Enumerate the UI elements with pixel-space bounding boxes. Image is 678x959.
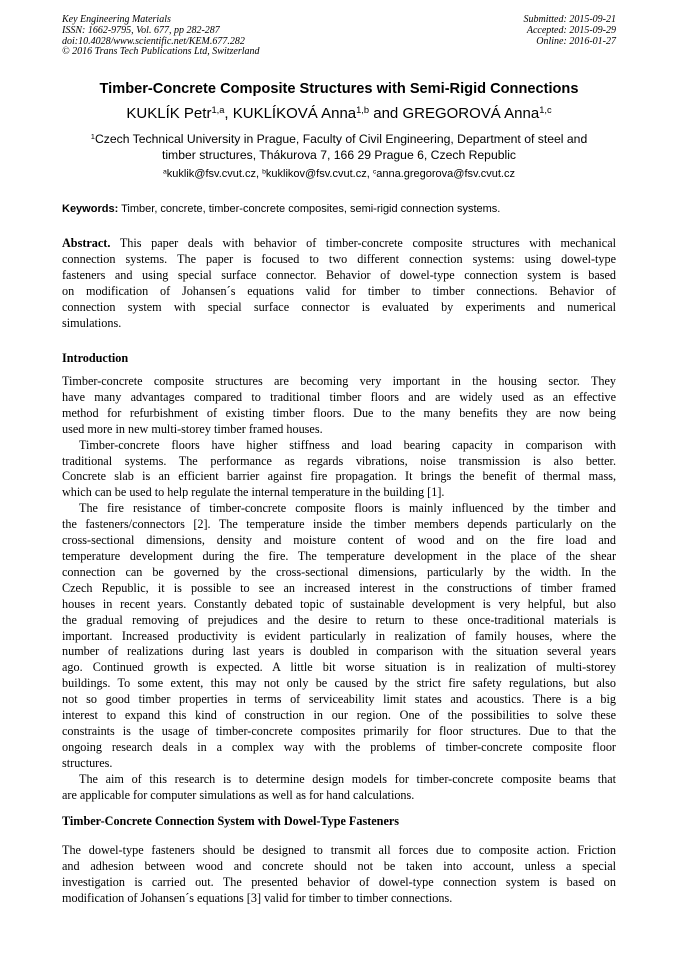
abstract-line: on modification of Johansen´s equations valid for timber to timber connections. Behavior of <box>62 283 616 298</box>
author-affiliation-mark: 1,c <box>539 104 552 115</box>
author-name: KUKLÍK Petr <box>126 105 212 122</box>
affiliation-line: $^1$Czech Technical University in Prague, Faculty of Civil Engineering, Department of steel and <box>90 131 588 146</box>
author-separator: and <box>369 105 403 122</box>
section-heading-dowel-type: Timber-Concrete Connection System with Dowel-Type Fasteners <box>62 814 400 828</box>
text-line: Timber-concrete composite structures are becoming very important in the housing sector. They <box>62 374 616 388</box>
text-line: and adhesion between wood and concrete should not be taken into account, unless a special <box>62 858 616 873</box>
affiliation <box>62 131 616 163</box>
email-link[interactable]: anna.gregorova@fsv.cvut.cz <box>376 168 515 180</box>
text-line: ago. Continued growth is expected. A little bit worse situation is in realization of multi-storey <box>62 660 616 675</box>
email-link[interactable]: kuklikov@fsv.cvut.cz, <box>265 168 373 180</box>
text-line: are applicable for computer simulations as well as for hand calculations. <box>62 787 415 802</box>
journal-name: Key Engineering Materials <box>62 14 171 25</box>
keywords <box>62 202 616 216</box>
abstract-line: Abstract. This paper deals with behavior of timber-concrete composite structures with mechanical <box>62 236 616 250</box>
accepted-date: Accepted: 2015-09-29 <box>526 24 616 36</box>
email-link[interactable]: kuklik@fsv.cvut.cz, <box>166 168 263 180</box>
text-line: The fire resistance of timber-concrete composite floors is mainly influenced by the timber and <box>79 501 616 516</box>
author-separator: , <box>224 105 233 122</box>
paper-title: Timber-Concrete Composite Structures with Semi-Rigid Connections <box>99 81 579 97</box>
text-line: interest to expand this kind of construction in our region. One of the possibilities to solve these <box>62 708 616 723</box>
text-line: the gradual removing of prejudices and the desire to return to these once-traditional materials is <box>62 612 616 627</box>
introduction-body <box>62 374 616 803</box>
submitted-date: Submitted: 2015-09-21 <box>523 14 616 25</box>
text-line: the fasteners/connectors [2]. The temperature inside the timber members depends particularly on the <box>62 517 616 532</box>
text-line: modification of Johansen´s equations [3] valid for timber to timber connections. <box>62 890 453 905</box>
affiliation-line: timber structures, Thákurova 7, 166 29 Prague 6, Czech Republic <box>161 148 517 162</box>
doi-line: doi:10.4028/www.scientific.net/KEM.677.282 <box>62 35 245 47</box>
author-affiliation-mark: 1,b <box>356 104 370 115</box>
text-line: Timber-concrete floors have higher stiffness and load bearing capacity in comparison with <box>79 437 616 452</box>
text-line: important. Increased productivity is evident particularly in realization of family houses, where the <box>62 628 616 643</box>
text-line: The aim of this research is to determine design models for timber-concrete composite beams that <box>79 771 616 786</box>
keywords-label: Keywords: <box>62 203 119 215</box>
keywords-text: Timber, concrete, timber-concrete composites, semi-rigid connection systems. <box>118 203 501 215</box>
issn-line: ISSN: 1662-9795, Vol. 677, pp 282-287 <box>62 24 220 36</box>
text-line: The dowel-type fasteners should be designed to transmit all forces due to composite action. Friction <box>62 843 616 857</box>
text-line: method for refurbishment of existing timber floors. Due to the many benefits they are now being <box>62 405 616 420</box>
text-line: investigation is carried out. The presented behavior of dowel-type connection system is based on <box>62 874 616 889</box>
text-line: cross-sectional dimensions, density and moisture content of wood and on the fire load and <box>62 533 616 548</box>
text-line: which can be used to help regulate the internal temperature in the building [1]. <box>62 485 445 500</box>
dowel-section-body <box>62 843 616 907</box>
section-heading-introduction: Introduction <box>62 351 129 365</box>
abstract-line: connection systems. The paper is focused to two different connection systems: using dowel-type <box>62 251 616 266</box>
author-name: GREGOROVÁ Anna <box>402 105 540 122</box>
text-line: traditional systems. The performance as regards vibrations, noise transmission is also better. <box>62 453 616 468</box>
text-line: structures. <box>62 755 113 770</box>
text-line: number of realizations during last years is doubled in comparison with the situation several years <box>62 644 616 659</box>
abstract <box>62 236 616 331</box>
abstract-label: Abstract. <box>62 236 111 250</box>
text-line: Concrete slab is an efficient barrier against fire propagation. It brings the benefit of thermal mass, <box>62 469 616 484</box>
abstract-line: connection system with special surface connector is evaluated by experiments and numerical <box>62 299 616 314</box>
text-line: have many advantages compared to traditional timber floors and are widely used as an effective <box>62 389 616 404</box>
abstract-line: fasteners and using special surface connector. Behavior of dowel-type connection system is based <box>62 267 616 282</box>
text-line: not so good timber properties in terms of serviceability limit states and acoustics. There is a big <box>62 692 616 707</box>
author-list <box>62 104 616 124</box>
abstract-line: simulations. <box>62 315 122 330</box>
affiliation-mark: 1 <box>90 131 95 141</box>
text-line: temperature development during the fire. The temperature development in the place of the shear <box>62 548 616 563</box>
text-line: buildings. To some extent, this may not only be caused by the strict fire safety regulations, but also <box>62 676 616 691</box>
submission-dates <box>524 15 617 47</box>
author-emails: $^a$kuklik@fsv.cvut.cz, $^b$kuklikov@fsv.cvut.cz, $^c$anna.gregorova@fsv.cvut.cz <box>162 168 515 180</box>
online-date: Online: 2016-01-27 <box>536 35 616 47</box>
text-line: Czech Republic, it is possible to see an increased interest in the constructions of timber framed <box>62 580 616 595</box>
text-line: ongoing research deals in a complex way with the problems of timber-concrete composite floor <box>62 739 616 754</box>
text-line: constraints is the usage of timber-concrete composites primarily for floor structures. Due to that the <box>62 723 616 738</box>
text-line: used more in new multi-storey timber framed houses. <box>62 421 323 436</box>
author-affiliation-mark: 1,a <box>211 104 225 115</box>
text-line: houses in recent years. Constantly debated topic of sustainable development is very helpful, but also <box>62 596 616 611</box>
author-name: KUKLÍKOVÁ Anna <box>232 105 357 122</box>
copyright-line: © 2016 Trans Tech Publications Ltd, Switzerland <box>62 46 260 58</box>
journal-info <box>62 15 260 58</box>
text-line: connection can be governed by the cross-sectional dimensions, particularly by the width. In the <box>62 564 616 579</box>
